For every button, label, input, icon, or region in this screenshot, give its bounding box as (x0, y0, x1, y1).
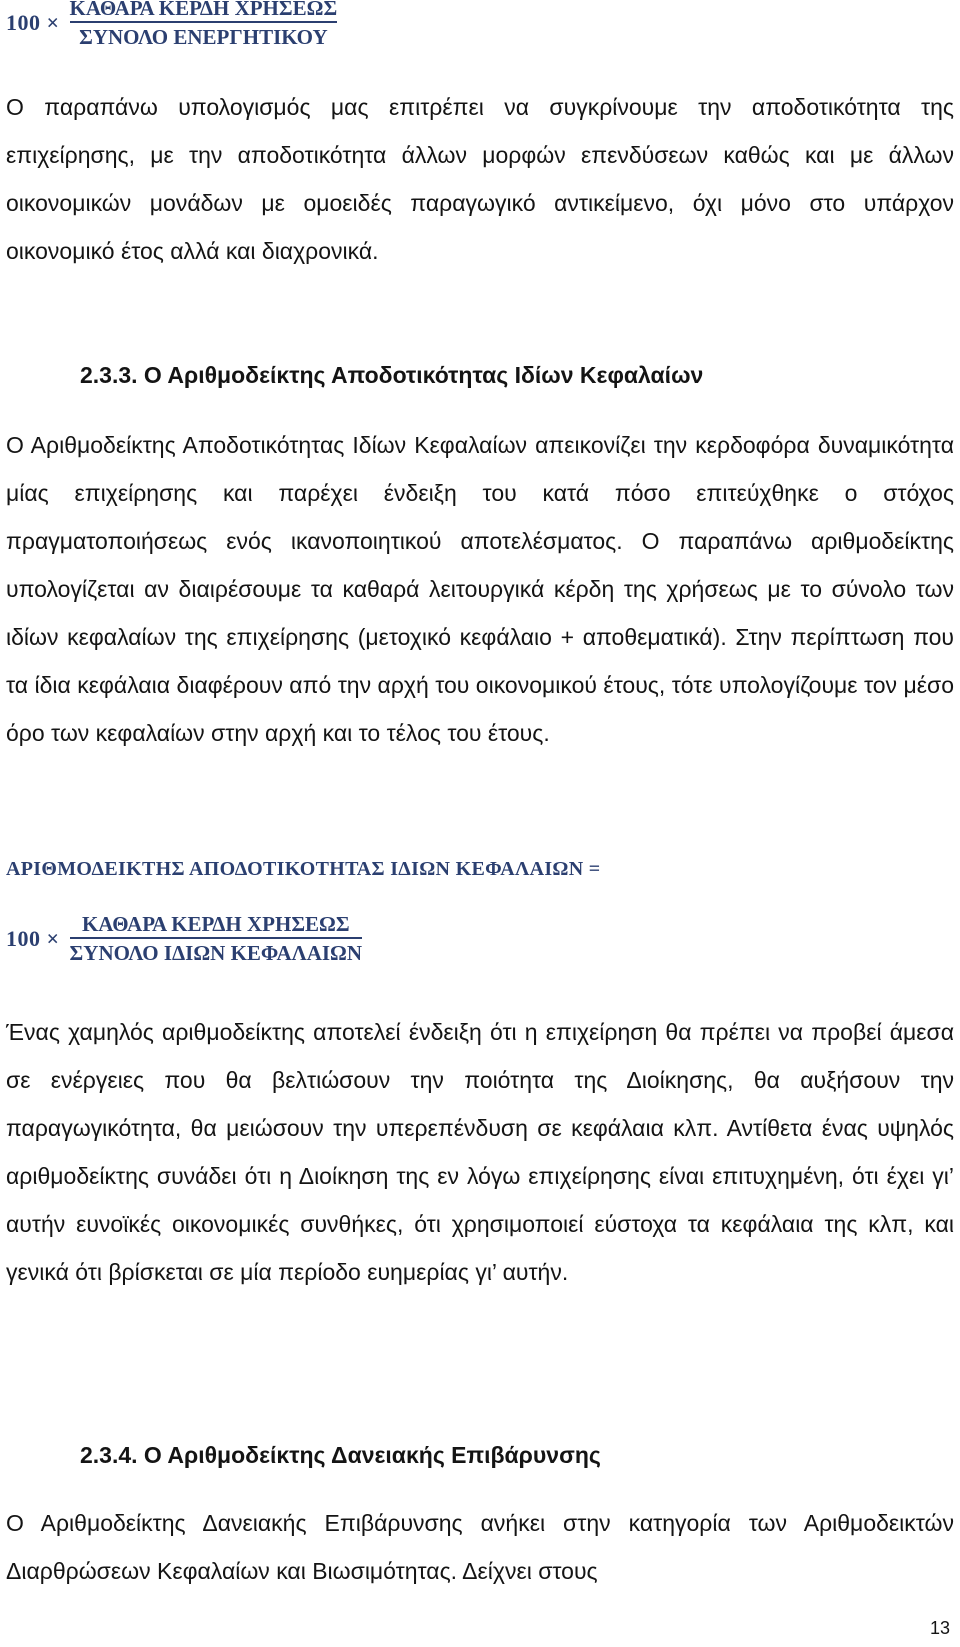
formula-denominator: ΣΥΝΟΛΟ ΙΔΙΩΝ ΚΕΦΑΛΑΙΩΝ (69, 941, 363, 965)
paragraph-roe-interpretation: Ένας χαμηλός αριθμοδείκτης αποτελεί ένδειξη ότι η επιχείρηση θα πρέπει να προβεί άμεσα σε ενέργειες που θα βελτιώσουν την ποιότητα της Διοίκησης, θα αυξήσουν την παραγωγικότητα, θα μειώσουν την υπερεπένδυση σε κεφάλαια κλπ. Αντίθετα ένας υψηλός αριθμοδείκτης συνάδει ότι η Διοίκηση της εν λόγω επιχείρησης είναι επιτυχημένη, ότι έχει γι’ αυτήν ευνοϊκές οικονομικές συνθήκες, ότι χρησιμοποιεί εύστοχα τα κεφάλαια της κλπ, και γενικά ότι βρίσκεται σε μία περίοδο ευημερίας γι’ αυτήν. (6, 1019, 954, 1285)
formula-multiplier: 100 × (6, 9, 60, 35)
formula-numerator: ΚΑΘΑΡΑ ΚΕΡΔΗ ΧΡΗΣΕΩΣ (81, 912, 350, 936)
paragraph-debt-ratio: Ο Αριθμοδείκτης Δανειακής Επιβάρυνσης ανήκει στην κατηγορία των Αριθμοδεικτών Διαρθρώσεων Κεφαλαίων και Βιωσιμότητας. Δείχνει στους (6, 1510, 954, 1584)
formula-return-on-assets (6, 0, 337, 49)
fraction-bar (70, 21, 338, 23)
paragraph-roe-description: Ο Αριθμοδείκτης Αποδοτικότητας Ιδίων Κεφαλαίων απεικονίζει την κερδοφόρα δυναμικότητα μίας επιχείρησης και παρέχει ένδειξη του κατά πόσο επιτεύχθηκε ο στόχος πραγματοποιήσεως ενός ικανοποιητικού αποτελέσματος. Ο παραπάνω αριθμοδείκτης υπολογίζεται αν διαιρέσουμε τα καθαρά λειτουργικά κέρδη της χρήσεως με το σύνολο των ιδίων κεφαλαίων της επιχείρησης (μετοχικό κεφάλαιο + αποθεματικά). Στην περίπτωση που τα ίδια κεφάλαια διαφέρουν από την αρχή του οικονομικού έτους, τότε υπολογίζουμε τον μέσο όρο των κεφαλαίων στην αρχή και το τέλος του έτους. (6, 432, 954, 746)
formula-numerator: ΚΑΘΑΡΑ ΚΕΡΔΗ ΧΡΗΣΕΩΣ (69, 0, 338, 20)
formula-fraction (70, 0, 338, 49)
paragraph-comparison: Ο παραπάνω υπολογισμός μας επιτρέπει να συγκρίνουμε την αποδοτικότητα της επιχείρησης, με την αποδοτικότητα άλλων μορφών επενδύσεων καθώς και με άλλων οικονομικών μονάδων με ομοειδές παραγωγικό αντικείμενο, όχι μόνο στο υπάρχον οικονομικό έτος αλλά και διαχρονικά. (6, 94, 954, 264)
fraction-bar (70, 937, 362, 939)
page-number: 13 (929, 1618, 950, 1638)
formula-roe-title: ΑΡΙΘΜΟΔΕΙΚΤΗΣ ΑΠΟΔΟΤΙΚΟΤΗΤΑΣ ΙΔΙΩΝ ΚΕΦΑΛΑΙΩΝ = (6, 858, 601, 880)
section-heading-2-3-4: 2.3.4. Ο Αριθμοδείκτης Δανειακής Επιβάρυνσης (80, 1442, 601, 1468)
formula-fraction (70, 912, 362, 965)
formula-return-on-equity (6, 912, 362, 965)
formula-multiplier: 100 × (6, 925, 60, 951)
section-heading-2-3-3: 2.3.3. Ο Αριθμοδείκτης Αποδοτικότητας Ιδίων Κεφαλαίων (80, 362, 704, 388)
formula-denominator: ΣΥΝΟΛΟ ΕΝΕΡΓΗΤΙΚΟΥ (79, 25, 328, 49)
